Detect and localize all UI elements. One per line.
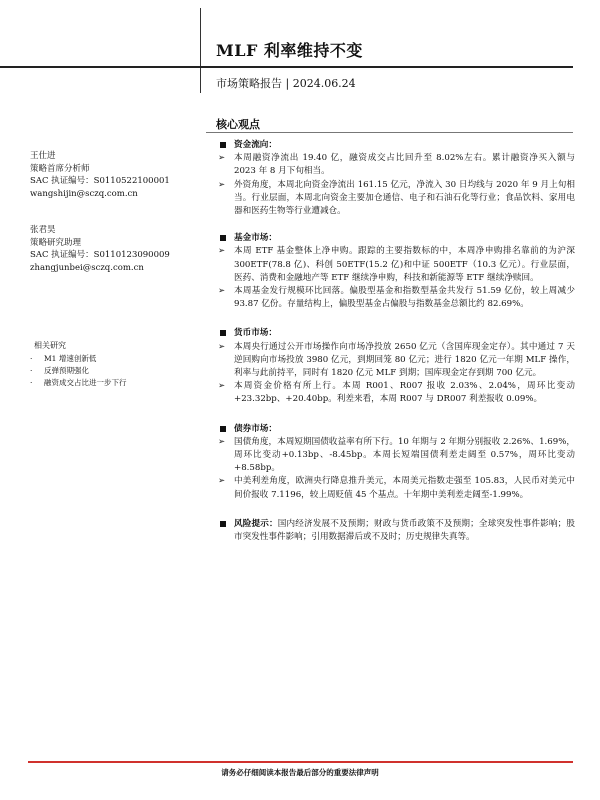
bullet-icon: · bbox=[30, 366, 33, 375]
section-title: 货币市场： bbox=[234, 328, 277, 339]
square-bullet-icon bbox=[220, 235, 226, 241]
list-item: ➢ 本周融资净流出 19.40 亿，融资成交占比回升至 8.02%左右。累计融资净买入额与 2023 年 8 月下旬相当。 bbox=[218, 153, 575, 177]
footer-disclaimer: 请务必仔细阅读本报告最后部分的重要法律声明 bbox=[221, 768, 379, 777]
list-item: ➢ 本周基金发行规模环比回落。偏股型基金和指数型基金共发行 51.59 亿份，较上周减少 93.87 亿份。存量结构上，偏股型基金占偏股与指数基金总额比约 82.69%。 bbox=[218, 286, 575, 310]
arrow-bullet-icon: ➢ bbox=[218, 476, 226, 487]
arrow-bullet-icon: ➢ bbox=[218, 341, 226, 352]
arrow-bullet-icon: ➢ bbox=[218, 436, 226, 447]
header-divider bbox=[200, 8, 201, 93]
arrow-bullet-icon: ➢ bbox=[218, 179, 226, 190]
list-item: ➢ 外资角度，本周北向资金净流出 161.15 亿元，净流入 30 日均线与 2020 年 9 月上旬相当。行业层面，本周北向资金主要加仓通信、电子和石油石化等行业；食品饮料、家用电器和医药生物等行业遭减仓。 bbox=[218, 179, 575, 217]
related-item[interactable]: · 反弹预期强化 bbox=[30, 366, 89, 375]
bullet-icon: · bbox=[30, 354, 33, 363]
related-item[interactable]: · 融资成交占比进一步下行 bbox=[30, 378, 127, 387]
report-subtitle: 市场策略报告 | 2024.06.24 bbox=[216, 77, 356, 90]
author-sac: SAC 执证编号：S0110522100001 bbox=[30, 176, 170, 186]
author-block bbox=[30, 150, 200, 274]
section-money-market bbox=[218, 327, 575, 340]
list-item: ➢ 本周 ETF 基金整体上净申购。跟踪的主要指数标的中，本周净申购排名靠前的为沪深 300ETF(78.8 亿)、科创 50ETF(15.2 亿)和中证 500ETF（10.3 亿元）。行业层面，医药、消费和金融地产等 ETF 继续净申购，科技和新能源等 ETF 继续净赎回。 bbox=[218, 246, 575, 283]
title-rule bbox=[0, 66, 573, 68]
author-name: 王仕进 bbox=[30, 151, 56, 161]
list-item: ➢ 本周央行通过公开市场操作向市场净投放 2650 亿元（含国库现金定存）。其中通过 7 天逆回购向市场投放 3980 亿元，到期回笼 80 亿元；进行 1820 亿元一年期 MLF 操作，利率与此前持平，同时有 1820 亿元 MLF 到期；国库现金定存到期 700 亿元。 bbox=[218, 341, 575, 379]
arrow-bullet-icon: ➢ bbox=[218, 153, 226, 164]
report-title: MLF 利率维持不变 bbox=[216, 41, 363, 60]
related-item[interactable]: · M1 增速创新低 bbox=[30, 354, 97, 363]
section-bond-market bbox=[218, 423, 575, 436]
footer-rule bbox=[28, 761, 573, 763]
related-research-list bbox=[30, 353, 127, 389]
author-email[interactable]: zhangjunbei@sczq.com.cn bbox=[30, 262, 144, 273]
square-bullet-icon bbox=[220, 426, 226, 432]
author-name: 张君昊 bbox=[30, 225, 56, 235]
list-item: ➢ 本周资金价格有所上行。本周 R001、R007 报收 2.03%、2.04%，周环比变动+23.32bp、+20.40bp。利差来看，本周 R007 与 DR007 利差报收 0.09%。 bbox=[218, 381, 575, 405]
core-rule bbox=[206, 132, 573, 133]
section-title: 基金市场： bbox=[234, 233, 277, 244]
section-fund-flow bbox=[218, 139, 575, 152]
square-bullet-icon bbox=[220, 142, 226, 148]
arrow-bullet-icon: ➢ bbox=[218, 286, 226, 297]
author-email[interactable]: wangshijin@sczq.com.cn bbox=[30, 188, 138, 199]
square-bullet-icon bbox=[220, 521, 226, 527]
list-item: ➢ 中美利差角度，欧洲央行降息推升美元，本周美元指数走强至 105.83，人民币对美元中间价报收 7.1196，较上周贬值 45 个基点。十年期中美利差走阔至-1.99%。 bbox=[218, 476, 575, 500]
bullet-icon: · bbox=[30, 378, 33, 387]
core-heading: 核心观点 bbox=[216, 118, 260, 131]
author-title: 策略首席分析师 bbox=[30, 163, 90, 174]
section-title: 债券市场： bbox=[234, 423, 277, 434]
author-sac: SAC 执证编号：S0110123090009 bbox=[30, 250, 170, 260]
section-title: 风险提示： bbox=[234, 518, 278, 529]
arrow-bullet-icon: ➢ bbox=[218, 381, 226, 392]
arrow-bullet-icon: ➢ bbox=[218, 246, 226, 257]
author-title: 策略研究助理 bbox=[30, 237, 82, 248]
risk-text: 国内经济发展不及预期；财政与货币政策不及预期；全球突发性事件影响；股市突发性事件影响；引用数据滞后或不及时；历史规律失真等。 bbox=[234, 518, 575, 543]
square-bullet-icon bbox=[220, 330, 226, 336]
section-fund-market bbox=[218, 232, 575, 245]
section-title: 资金流向： bbox=[234, 140, 277, 150]
core-content bbox=[218, 139, 575, 544]
related-research-heading: 相关研究 bbox=[34, 341, 66, 350]
section-risk bbox=[218, 518, 575, 544]
list-item: ➢ 国债角度，本周短期国债收益率有所下行。10 年期与 2 年期分别报收 2.26%、1.69%，周环比变动+0.13bp、-8.45bp。本周长短端国债利差走阔至 0.57%，周环比变动+8.58bp。 bbox=[218, 436, 575, 474]
